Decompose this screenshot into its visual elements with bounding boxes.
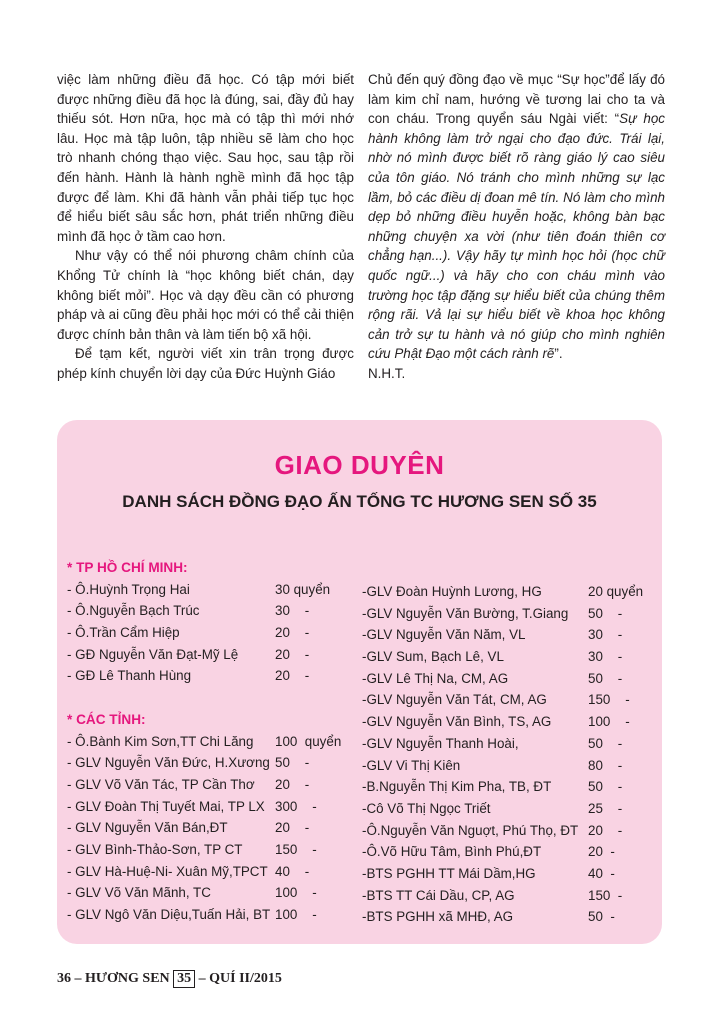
donor-name: - GLV Nguyễn Văn Đức, H.Xương [67,755,270,771]
article-paragraph: việc làm những điều đã học. Có tập mới biết được những điều đã học là đúng, sai, đầy đủ hay thiếu sót. Hơn nữa, học mà có tập thì mới nhớ lâu. Học mà tập luôn, tập nhiều sẽ làm cho học trò nhanh chóng thạo việc. Sau học, sau tập rồi đến hành. Hành là hành nghề mình đã học tập được để làm. Khi đã hành vẫn phải tiếp tục học để hiểu biết sâu sắc hơn, phát triển những điều mình đã học ở tầm cao hơn. [57,72,354,244]
donor-quantity: 30 - [588,649,623,665]
donor-quantity: 20 - [275,776,310,792]
quote-close: ”. [554,346,563,362]
donor-quantity: 20 quyển [588,584,644,599]
donor-name: -GLV Nguyễn Văn Bình, TS, AG [362,714,552,730]
donor-name: -GLV Lê Thị Na, CM, AG [362,670,509,686]
donor-quantity: 300 - [275,798,317,814]
donor-row [67,665,357,687]
donor-quantity: 50 - [588,735,623,751]
donor-row [67,817,357,839]
donor-row [67,622,357,644]
donor-quantity: 30 - [588,627,623,643]
donor-quantity: 20 - [275,820,310,836]
donor-row [362,624,662,646]
donor-quantity: 20 - [275,668,310,684]
donor-quantity: 40 - [588,865,615,881]
donor-name: - Ô.Bành Kim Sơn,TT Chi Lăng [67,733,254,749]
donor-name: - Ô.Huỳnh Trọng Hai [67,581,190,597]
donor-quantity: 40 - [275,863,310,879]
donor-row [362,711,662,733]
donor-name: - Ô.Nguyễn Bạch Trúc [67,603,200,619]
donor-row [67,774,357,796]
issue-number: 35 [173,970,195,988]
article-left-column [57,70,354,384]
panel-subtitle: DANH SÁCH ĐỒNG ĐẠO ẤN TỐNG TC HƯƠNG SEN SỐ 35 [122,492,597,511]
donor-row [67,839,357,861]
donor-quantity: 150 - [275,841,317,857]
quote-paragraph [368,70,665,364]
donor-name: - GĐ Lê Thanh Hùng [67,668,192,684]
donor-name: - GLV Bình-Thảo-Sơn, TP CT [67,841,243,857]
donor-row [362,863,662,885]
donor-name: - Ô.Trần Cẩm Hiệp [67,625,180,641]
donor-name: -Ô.Võ Hữu Tâm, Bình Phú,ĐT [362,844,542,860]
page-number: 36 [57,971,71,986]
donor-quantity: 30 - [275,603,310,619]
donor-list-left [67,557,357,926]
donor-name: -BTS PGHH xã MHĐ, AG [362,909,514,925]
donor-quantity: 20 - [588,844,615,860]
donor-name: -B.Nguyễn Thị Kim Pha, TB, ĐT [362,779,552,795]
panel-title: GIAO DUYÊN [274,450,445,480]
author-signature: N.H.T. [368,365,406,381]
donor-row [362,885,662,907]
donor-quantity: 150 - [588,692,630,708]
donor-row [362,820,662,842]
donor-name: -GLV Vi Thị Kiên [362,757,461,773]
donor-row [362,776,662,798]
donor-name: - GLV Đoàn Thị Tuyết Mai, TP LX [67,798,265,814]
donor-name: -BTS PGHH TT Mái Dầm,HG [362,865,536,881]
donor-name: -GLV Đoàn Huỳnh Lương, HG [362,584,542,599]
donor-name: -GLV Nguyễn Văn Bường, T.Giang [362,605,569,621]
giao-duyen-panel [57,420,662,944]
donor-name: -BTS TT Cái Dầu, CP, AG [362,887,515,903]
quote-text: Sự học hành không làm trở ngại cho đạo đức. Trái lại, nhờ nó mình được biết rõ ràng giáo lý cao siêu của tôn giáo. Nó tránh cho mình những sự lạc lầm, bỏ các điều dị đoan mê tín. Nó làm cho mình dẹp bỏ những điều huyễn hoặc, không bàn bạc những chuyện xa vời (như tiên đoán thiên cơ chẳng hạn...). Vậy hãy tự mình học hỏi (học chữ quốc ngữ...) và hãy cho con cháu mình vào trường học tập đặng sự hiểu biết của chúng thêm rộng rãi. Vả lại sự hiểu biết về khoa học không cản trở sự tu hành và nó giúp cho mình nghiên cứu Phật Đạo một cách rành rẽ [368,111,665,362]
donor-name: -Cô Võ Thị Ngọc Triết [362,800,491,816]
article-paragraph: Để tạm kết, người viết xin trân trọng được phép kính chuyển lời dạy của Đức Huỳnh Giáo [57,346,354,381]
donor-quantity: 100 - [275,885,317,901]
donor-quantity: 50 - [588,605,623,621]
donor-row [67,904,357,926]
donor-row [67,752,357,774]
donor-name: - GLV Võ Văn Tác, TP Cần Thơ [67,776,255,792]
donor-name: -GLV Nguyễn Văn Năm, VL [362,627,526,643]
donor-name: - GLV Hà-Huệ-Ni- Xuân Mỹ,TPCT [67,863,268,879]
donor-row [362,906,662,928]
donor-quantity: 100 - [588,714,630,730]
issue-period: QUÍ II/2015 [209,971,282,986]
donor-quantity: 25 - [588,800,623,816]
donor-row [67,796,357,818]
donor-row [362,603,662,625]
donor-row [67,600,357,622]
donor-row [67,579,357,601]
donor-row [362,798,662,820]
donor-quantity: 100 - [275,907,317,923]
donor-row [67,644,357,666]
donor-quantity: 30 quyển [275,581,331,597]
donor-quantity: 20 - [275,625,310,641]
donor-name: - GLV Nguyễn Văn Bán,ĐT [67,820,228,836]
donor-name: - GLV Võ Văn Mãnh, TC [67,885,211,901]
donor-row [362,689,662,711]
donor-name: -GLV Sum, Bạch Lê, VL [362,649,504,665]
donor-quantity: 20 - [588,822,623,838]
donor-name: -Ô.Nguyễn Văn Nguợt, Phú Thọ, ĐT [362,822,579,838]
donor-quantity: 100 quyển [275,733,342,749]
donor-row [67,882,357,904]
footer-dash: – [74,971,82,986]
donor-name: - GĐ Nguyễn Văn Đạt-Mỹ Lệ [67,646,239,662]
donor-quantity: 50 - [275,755,310,771]
donor-quantity: 50 - [588,909,615,925]
donor-quantity: 50 - [588,779,623,795]
magazine-name: HƯƠNG SEN [85,971,170,986]
donor-row [362,755,662,777]
section-heading-provinces: * CÁC TỈNH: [67,711,146,727]
donor-quantity: 80 - [588,757,623,773]
donor-name: -GLV Nguyễn Thanh Hoài, [362,735,519,751]
article-paragraph: Như vậy có thể nói phương châm chính của Khổng Tử chính là “học không biết chán, dạy không biết mỏi”. Học và dạy đều cần có phương pháp và ai cũng đều phải học mới có thể cải thiện được chính bản thân và làm tiến bộ xã hội. [57,248,354,342]
donor-row [362,646,662,668]
article-right-column [368,70,665,384]
section-heading-hcm: * TP HỒ CHÍ MINH: [67,560,188,575]
donor-name: -GLV Nguyễn Văn Tát, CM, AG [362,692,547,708]
donor-row [362,733,662,755]
donor-row [362,841,662,863]
donor-row [67,731,357,753]
donor-row [362,668,662,690]
donor-quantity: 50 - [588,670,623,686]
quote-intro: Chủ đến quý đồng đạo về mục “Sự học”để lấy đó làm kim chỉ nam, hướng về tương lai cho ta và con cháu. Trong quyển sáu Ngài viết: “ [368,72,665,127]
footer-dash: – [198,971,206,986]
page-footer [57,970,282,988]
donor-row [67,861,357,883]
donor-list-right [362,581,662,928]
donor-row [362,581,662,603]
donor-quantity: 150 - [588,887,623,903]
donor-quantity: 20 - [275,646,310,662]
donor-name: - GLV Ngô Văn Diệu,Tuấn Hải, BT [67,907,271,923]
